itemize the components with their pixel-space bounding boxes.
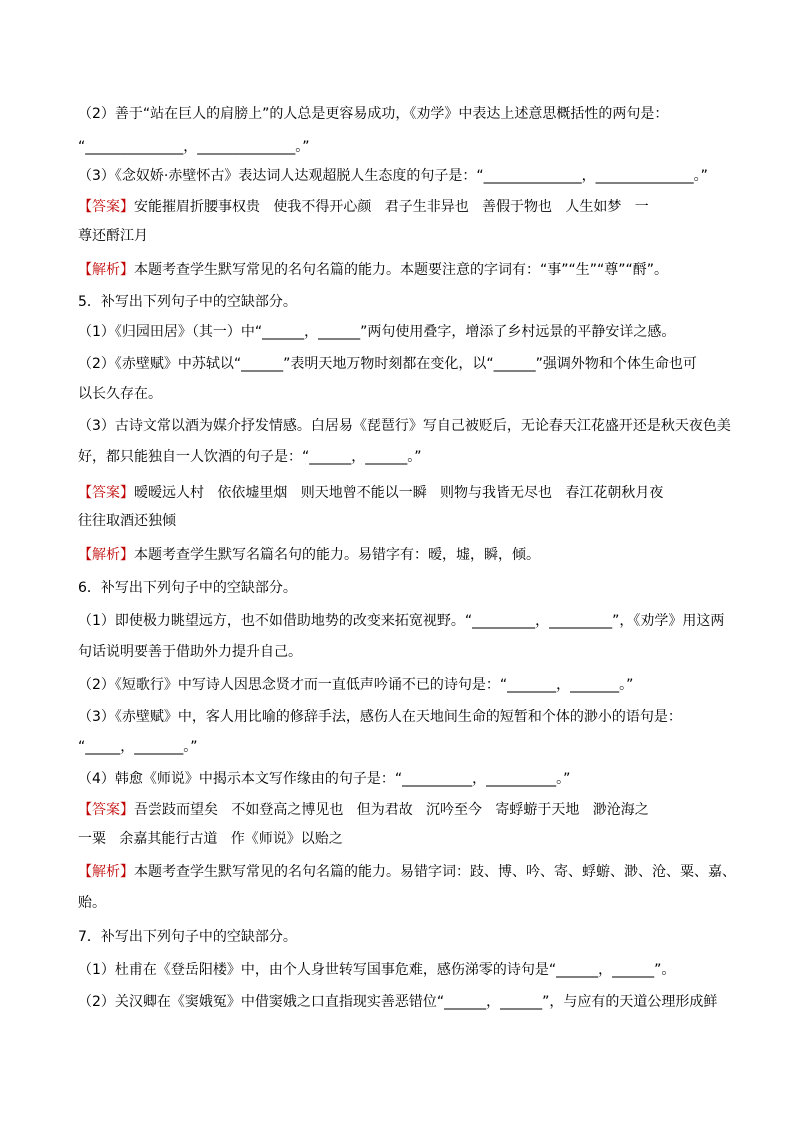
text-line: 贻。 [78, 895, 106, 911]
analysis-line [78, 545, 540, 565]
text-line: 7．补写出下列句子中的空缺部分。 [78, 929, 297, 945]
analysis-tag: 【解析】 [78, 547, 134, 563]
answer-line [78, 197, 649, 217]
text-line: 以长久存在。 [78, 386, 162, 402]
line-text: 本题考查学生默写常见的名句名篇的能力。本题要注意的字词有：“事”“生”“尊”“酹”。 [134, 262, 669, 278]
analysis-line [78, 260, 668, 280]
answer-line [78, 483, 663, 503]
text-line: （3）《赤壁赋》中，客人用比喻的修辞手法，感伤人在天地间生命的短暂和个体的渺小的语句是： [78, 709, 682, 725]
text-line: （3）古诗文常以酒为媒介抒发情感。白居易《琵琶行》写自己被贬后，无论春天江花盛开还是秋天夜色美 [78, 418, 731, 434]
text-line: （2）关汉卿在《窦娥冤》中借窦娥之口直指现实善恶错位“______，______”，与应有的天道公理形成鲜 [78, 994, 718, 1010]
text-line: （1）杜甫在《登岳阳楼》中，由个人身世转写国事危难，感伤涕零的诗句是“______，______”。 [78, 962, 676, 978]
line-text: 吾尝跂而望矣 不如登高之博见也 但为君故 沉吟至今 寄蜉蝣于天地 渺沧海之 [134, 802, 649, 818]
text-line: “______________，______________。” [78, 139, 310, 155]
text-line: 6．补写出下列句子中的空缺部分。 [78, 580, 297, 596]
line-text: 安能摧眉折腰事权贵 使我不得开心颜 君子生非异也 善假于物也 人生如梦 一 [134, 199, 649, 215]
text-line: （2）善于“站在巨人的肩膀上”的人总是更容易成功，《劝学》中表达上述意思概括性的两句是： [78, 106, 669, 122]
text-line: 一粟 余嘉其能行古道 作《师说》以贻之 [78, 831, 343, 847]
text-line: 尊还酹江月 [78, 228, 148, 244]
text-line: 句话说明要善于借助外力提升自己。 [78, 644, 302, 660]
line-text: 本题考查学生默写常见的名句名篇的能力。易错字词：跂、博、吟、寄、蜉蝣、渺、沧、粟、嘉、 [134, 864, 736, 880]
text-line: （2）《短歌行》中写诗人因思念贤才而一直低声吟诵不已的诗句是：“_______，_______。” [78, 677, 634, 693]
text-line: （3）《念奴娇·赤壁怀古》表达词人达观超脱人生态度的句子是：“______________，______________。” [78, 168, 708, 184]
line-text: 暧暧远人村 依依墟里烟 则天地曾不能以一瞬 则物与我皆无尽也 春江花朝秋月夜 [134, 485, 664, 501]
answer-tag: 【答案】 [78, 199, 134, 215]
answer-tag: 【答案】 [78, 802, 134, 818]
analysis-tag: 【解析】 [78, 262, 134, 278]
text-line: （1）《归园田居》（其一）中“______，______”两句使用叠字，增添了乡村远景的平静安详之感。 [78, 324, 676, 340]
text-line: （4）韩愈《师说》中揭示本文写作缘由的句子是：“__________，__________。” [78, 771, 571, 787]
analysis-tag: 【解析】 [78, 864, 134, 880]
text-line: “_____，_______。” [78, 739, 198, 755]
answer-tag: 【答案】 [78, 485, 134, 501]
text-line: 好，都只能独自一人饮酒的句子是：“______，______。” [78, 449, 422, 465]
analysis-line [78, 862, 736, 882]
text-line: 往往取酒还独倾 [78, 513, 176, 529]
text-line: （2）《赤壁赋》中苏轼以“______”表明天地万物时刻都在变化，以“______”强调外物和个体生命也可 [78, 356, 697, 372]
line-text: 本题考查学生默写名篇名句的能力。易错字有：暧，墟，瞬，倾。 [134, 547, 540, 563]
text-line: 5．补写出下列句子中的空缺部分。 [78, 294, 297, 310]
text-line: （1）即使极力眺望远方，也不如借助地势的改变来拓宽视野。“_________，_________”，《劝学》用这两 [78, 613, 725, 629]
answer-line [78, 800, 649, 820]
